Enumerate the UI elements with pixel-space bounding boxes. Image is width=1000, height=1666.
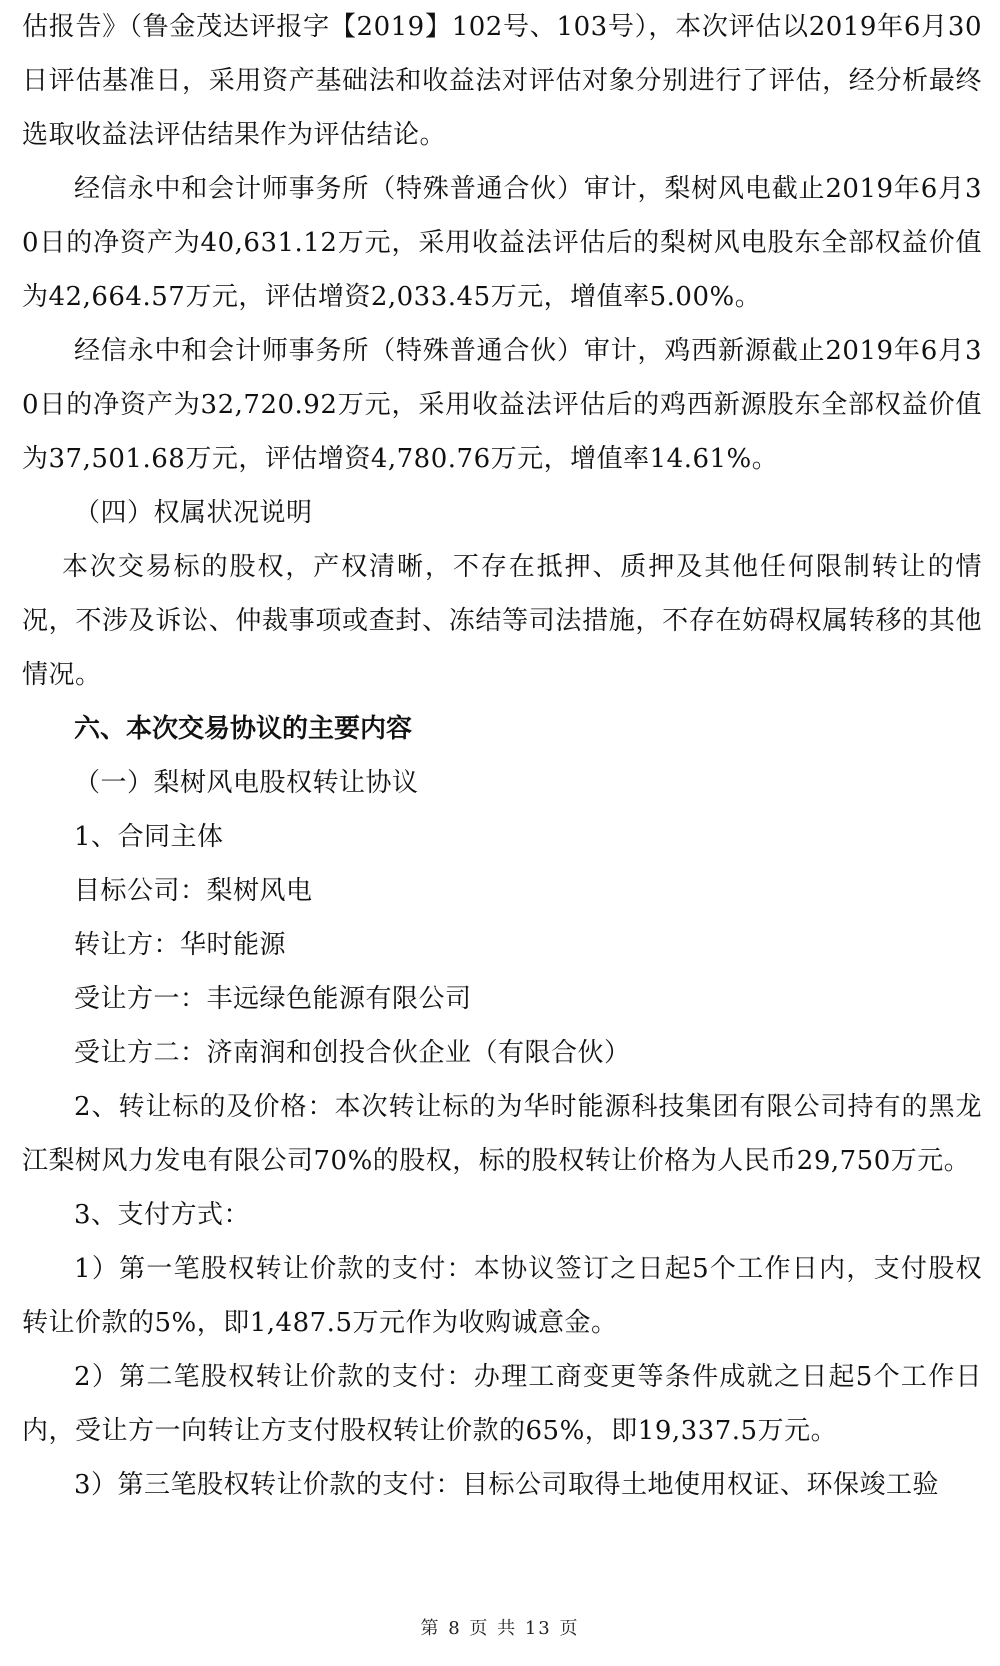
page-number-footer: 第 8 页 共 13 页 <box>420 1618 580 1639</box>
payment-first-installment: 1）第一笔股权转让价款的支付：本协议签订之日起5个工作日内，支付股权转让价款的5%，即1,487.5万元作为收购诚意金。 <box>22 1254 982 1338</box>
party-transferee-two: 受让方二：济南润和创投合伙企业（有限合伙） <box>74 1038 631 1068</box>
paragraph-ownership-statement: 本次交易标的股权，产权清晰，不存在抵押、质押及其他任何限制转让的情况，不涉及诉讼、仲裁事项或查封、冻结等司法措施，不存在妨碍权属转移的其他情况。 <box>22 552 982 690</box>
document-body <box>22 0 982 1512</box>
payment-second-installment: 2）第二笔股权转让价款的支付：办理工商变更等条件成就之日起5个工作日内，受让方一向转让方支付股权转让价款的65%，即19,337.5万元。 <box>22 1362 982 1446</box>
paragraph-jixi-audit: 经信永中和会计师事务所（特殊普通合伙）审计，鸡西新源截止2019年6月30日的净资产为32,720.92万元，采用收益法评估后的鸡西新源股东全部权益价值为37,501.68万元，评估增资4,780.76万元，增值率14.61%。 <box>22 336 982 474</box>
payment-third-installment: 3）第三笔股权转让价款的支付：目标公司取得土地使用权证、环保竣工验 <box>74 1470 940 1500</box>
party-target-company: 目标公司：梨树风电 <box>74 876 313 906</box>
item-transfer-price: 2、转让标的及价格：本次转让标的为华时能源科技集团有限公司持有的黑龙江梨树风力发电有限公司70%的股权，标的股权转让价格为人民币29,750万元。 <box>22 1092 982 1176</box>
section-ownership-title: （四）权属状况说明 <box>74 498 313 528</box>
party-transferor: 转让方：华时能源 <box>74 930 287 960</box>
item-payment-method: 3、支付方式： <box>74 1200 251 1230</box>
section-heading-agreement: 六、本次交易协议的主要内容 <box>74 714 413 744</box>
paragraph-valuation-summary: 估报告》（鲁金茂达评报字【2019】102号、103号），本次评估以2019年6月30日评估基准日，采用资产基础法和收益法对评估对象分别进行了评估，经分析最终选取收益法评估结果作为评估结论。 <box>22 12 982 150</box>
subsection-lishu-agreement: （一）梨树风电股权转让协议 <box>74 768 419 798</box>
party-transferee-one: 受让方一：丰远绿色能源有限公司 <box>74 984 472 1014</box>
paragraph-lishu-audit: 经信永中和会计师事务所（特殊普通合伙）审计，梨树风电截止2019年6月30日的净资产为40,631.12万元，采用收益法评估后的梨树风电股东全部权益价值为42,664.57万元，评估增资2,033.45万元，增值率5.00%。 <box>22 174 982 312</box>
item-contract-parties: 1、合同主体 <box>74 822 224 852</box>
